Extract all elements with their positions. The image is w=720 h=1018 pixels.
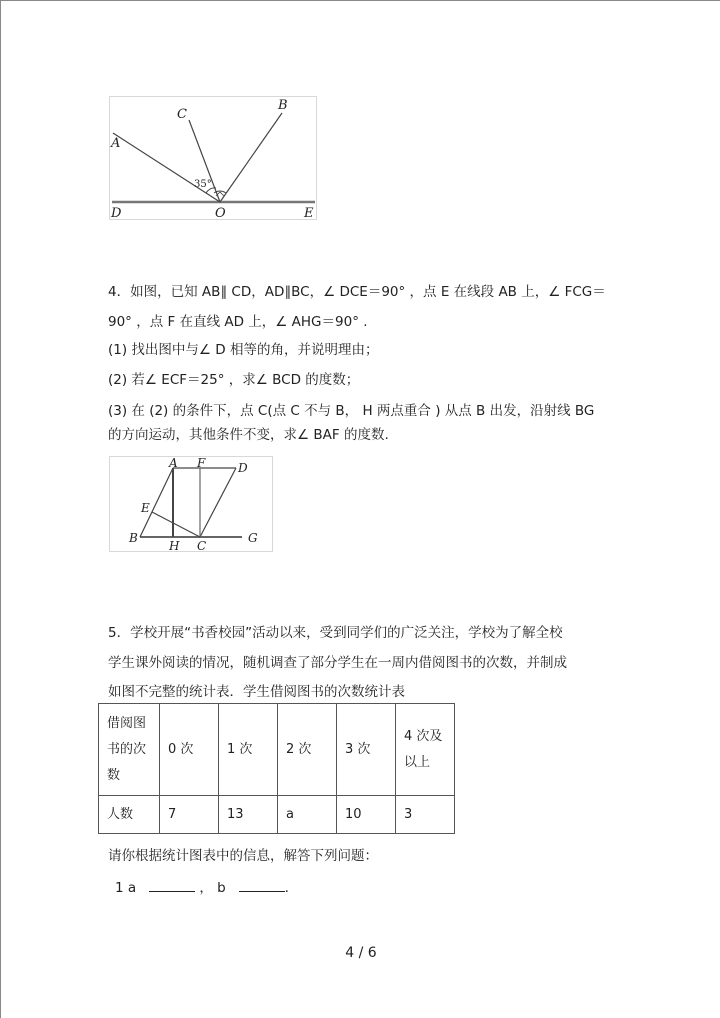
row-label-people: 人数 bbox=[99, 796, 160, 834]
problem5-line-1: 5．学校开展“书香校园”活动以来，受到同学们的广泛关注，学校为了解全校 bbox=[108, 625, 563, 641]
problem4-line-2: 90° ，点 F 在直线 AD 上，∠ AHG＝90° . bbox=[108, 314, 368, 330]
label-d: D bbox=[111, 206, 122, 219]
label-c: C bbox=[197, 539, 207, 551]
label-a: A bbox=[111, 136, 121, 151]
label-c: C bbox=[177, 107, 187, 122]
q1-prefix: 1 a bbox=[115, 880, 137, 896]
q1-end: . bbox=[284, 880, 289, 896]
problem4-part2: (2) 若∠ ECF＝25° ，求∠ BCD 的度数； bbox=[108, 372, 360, 388]
answer-blank-b[interactable] bbox=[239, 877, 285, 892]
header-line: 书的次 bbox=[107, 741, 147, 757]
label-e: E bbox=[304, 206, 314, 219]
label-o: O bbox=[215, 206, 226, 219]
page-number: 4 / 6 bbox=[345, 945, 377, 961]
problem4-part1: (1) 找出图中与∠ D 相等的角，并说明理由； bbox=[108, 342, 379, 358]
label-f: F bbox=[197, 457, 206, 470]
header-line: 以上 bbox=[404, 754, 431, 770]
label-g: G bbox=[248, 531, 258, 545]
borrow-stats-table bbox=[98, 703, 455, 834]
label-b: B bbox=[278, 98, 288, 113]
parallelogram-diagram bbox=[110, 457, 272, 551]
header-cell-1: 1 次 bbox=[219, 704, 278, 796]
cell-4plus: 3 bbox=[396, 796, 455, 834]
line-dc bbox=[200, 468, 236, 537]
angle-label-35: 35° bbox=[194, 179, 212, 190]
ray-ob bbox=[220, 113, 282, 202]
header-line: 数 bbox=[107, 767, 121, 783]
problem4-part3-line1: (3) 在 (2) 的条件下，点 C(点 C 不与 B， H 两点重合 ) 从点 B 出发，沿射线 BG bbox=[108, 403, 595, 419]
table-header-row bbox=[99, 704, 455, 796]
problem4-line-1: 4．如图，已知 AB∥ CD，AD∥BC，∠ DCE＝90° ，点 E 在线段 AB 上，∠ FCG＝ bbox=[108, 284, 606, 300]
line-ec bbox=[152, 512, 200, 537]
label-d: D bbox=[238, 461, 248, 475]
header-line: 借阅图 bbox=[107, 715, 147, 731]
label-h: H bbox=[169, 539, 180, 551]
cell-0: 7 bbox=[160, 796, 219, 834]
answer-blank-a[interactable] bbox=[149, 877, 195, 892]
label-a: A bbox=[169, 457, 178, 470]
header-cell-2: 2 次 bbox=[278, 704, 337, 796]
cell-2: a bbox=[278, 796, 337, 834]
label-b: B bbox=[129, 531, 138, 545]
problem4-part3-line2: 的方向运动，其他条件不变，求∠ BAF 的度数. bbox=[108, 427, 389, 443]
problem5-line-3: 如图不完整的统计表．学生借阅图书的次数统计表 bbox=[108, 684, 405, 700]
problem5-question1 bbox=[115, 877, 289, 898]
header-cell-3: 3 次 bbox=[337, 704, 396, 796]
table-row-people bbox=[99, 796, 455, 834]
ray-oa bbox=[113, 133, 220, 202]
header-cell-4plus bbox=[396, 704, 455, 796]
problem5-instruction: 请你根据统计图表中的信息，解答下列问题： bbox=[108, 848, 378, 864]
angles-diagram bbox=[110, 97, 316, 219]
header-cell-0: 0 次 bbox=[160, 704, 219, 796]
cell-1: 13 bbox=[219, 796, 278, 834]
problem5-line-2: 学生课外阅读的情况，随机调查了部分学生在一周内借阅图书的次数，并制成 bbox=[108, 655, 567, 671]
label-e: E bbox=[141, 501, 150, 515]
q1-sep: ， b bbox=[199, 880, 226, 896]
figure-angles bbox=[109, 96, 317, 220]
figure-parallelogram bbox=[109, 456, 273, 552]
header-line: 4 次及 bbox=[404, 728, 443, 744]
cell-3: 10 bbox=[337, 796, 396, 834]
header-cell-times bbox=[99, 704, 160, 796]
